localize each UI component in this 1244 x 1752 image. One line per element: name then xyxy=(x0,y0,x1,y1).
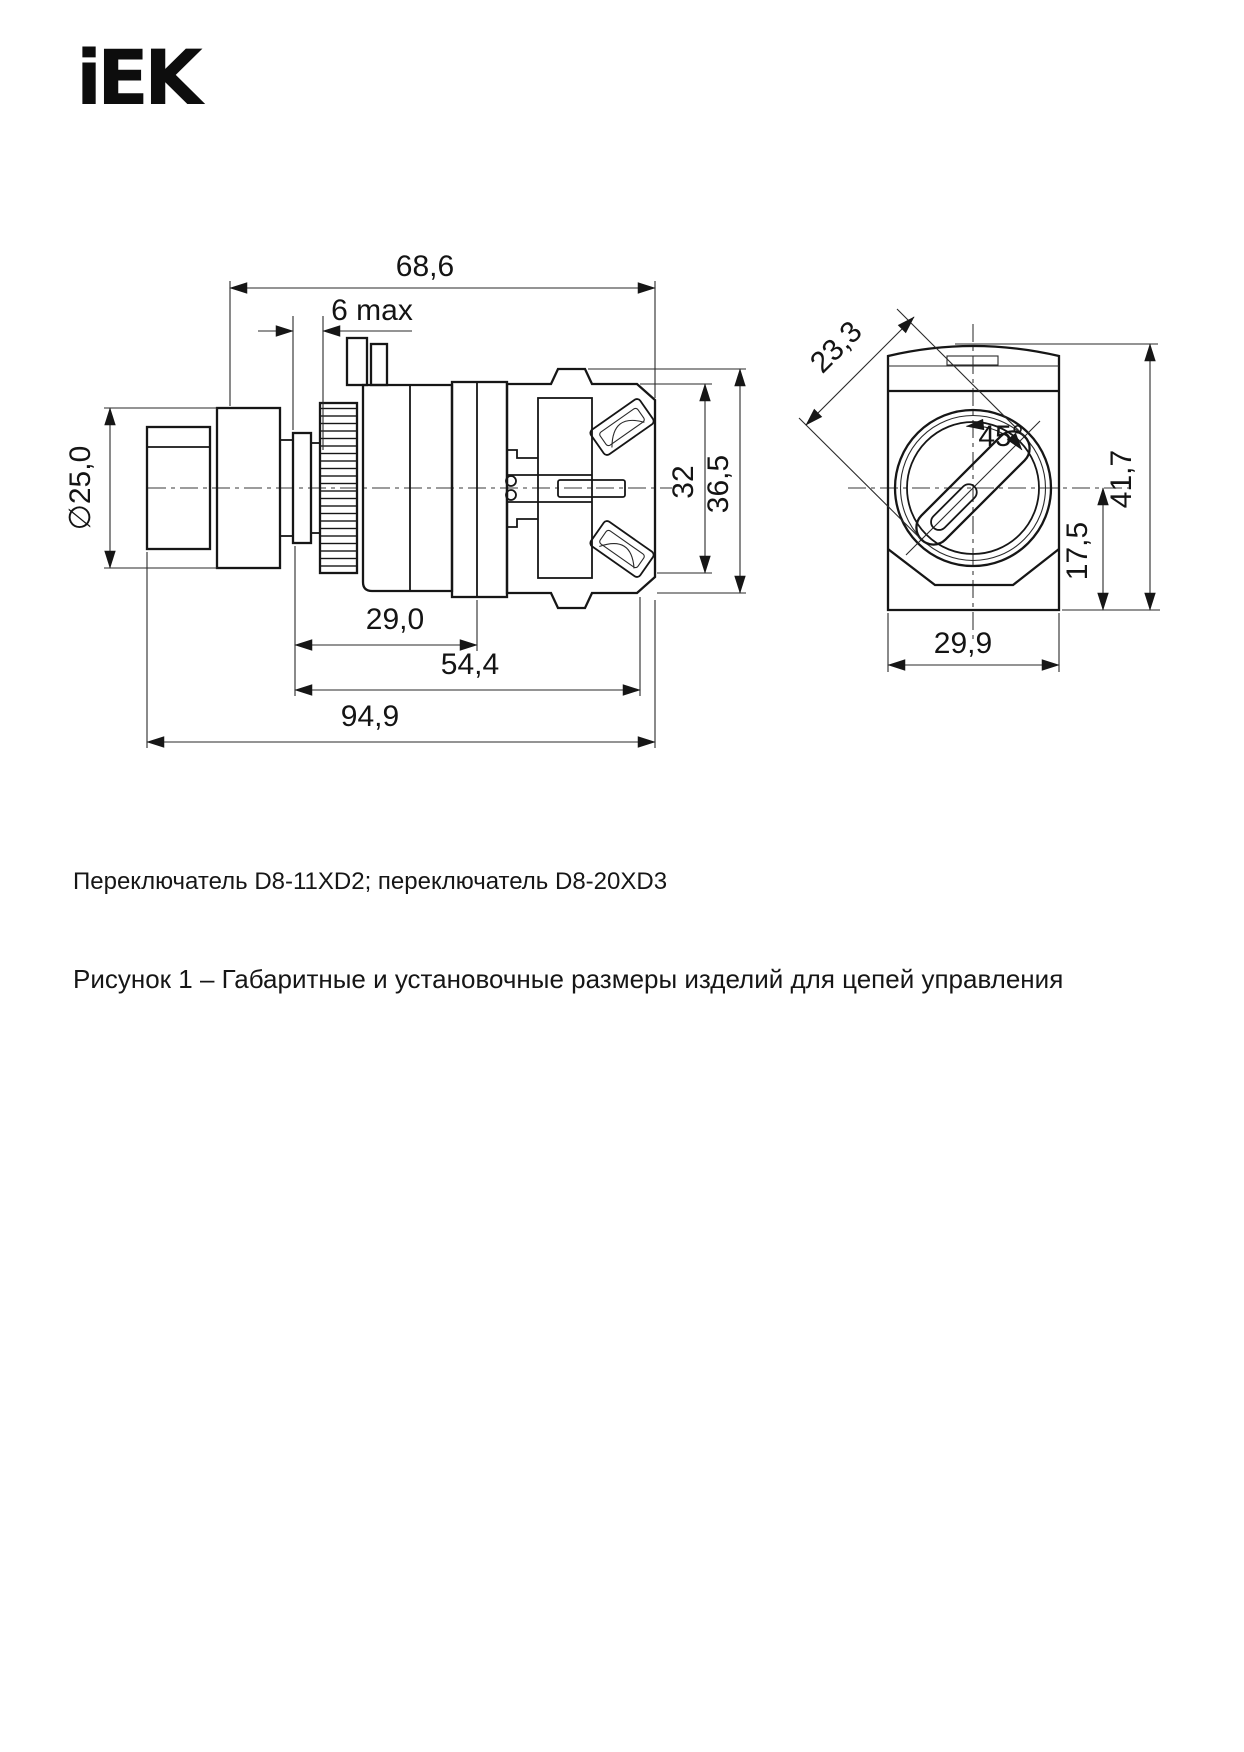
dim-label-29-9: 29,9 xyxy=(933,627,993,660)
dim-label-41-7: 41,7 xyxy=(1105,449,1138,509)
product-line-text: Переключатель D8-11XD2; переключатель D8-20XD3 xyxy=(73,868,668,895)
front-view xyxy=(799,309,1160,672)
dim-front-overall-height xyxy=(955,344,1158,610)
mounting-flange xyxy=(452,382,507,597)
dim-label-23-3: 23,3 xyxy=(803,314,869,380)
dim-label-32: 32 xyxy=(667,465,700,499)
dim-total-length xyxy=(147,552,655,748)
dim-rotation-angle xyxy=(967,420,1024,453)
dim-label-54-4: 54,4 xyxy=(440,648,500,681)
knurled-locknut xyxy=(320,403,357,573)
terminal-screw-top xyxy=(589,398,655,457)
side-view xyxy=(64,250,746,748)
terminal-screw-bottom xyxy=(589,520,655,579)
dim-label-25-0: ∅25,0 xyxy=(64,445,97,531)
dim-mount-depth xyxy=(295,597,640,696)
anti-rotation-tab-left xyxy=(347,338,367,385)
dim-label-45deg: 45° xyxy=(978,420,1024,453)
anti-rotation-tab-right xyxy=(371,344,387,385)
dim-label-36-5: 36,5 xyxy=(702,454,735,514)
figure-caption: Рисунок 1 – Габаритные и установочные размеры изделий для цепей управления xyxy=(73,964,1064,994)
iek-logo: iEK xyxy=(76,33,198,122)
dim-label-29-0: 29,0 xyxy=(365,603,425,636)
dim-label-94-9: 94,9 xyxy=(340,700,400,733)
dim-label-68-6: 68,6 xyxy=(395,250,455,283)
dim-label-6-max: 6 max xyxy=(331,294,413,327)
dim-label-17-5: 17,5 xyxy=(1061,521,1094,581)
